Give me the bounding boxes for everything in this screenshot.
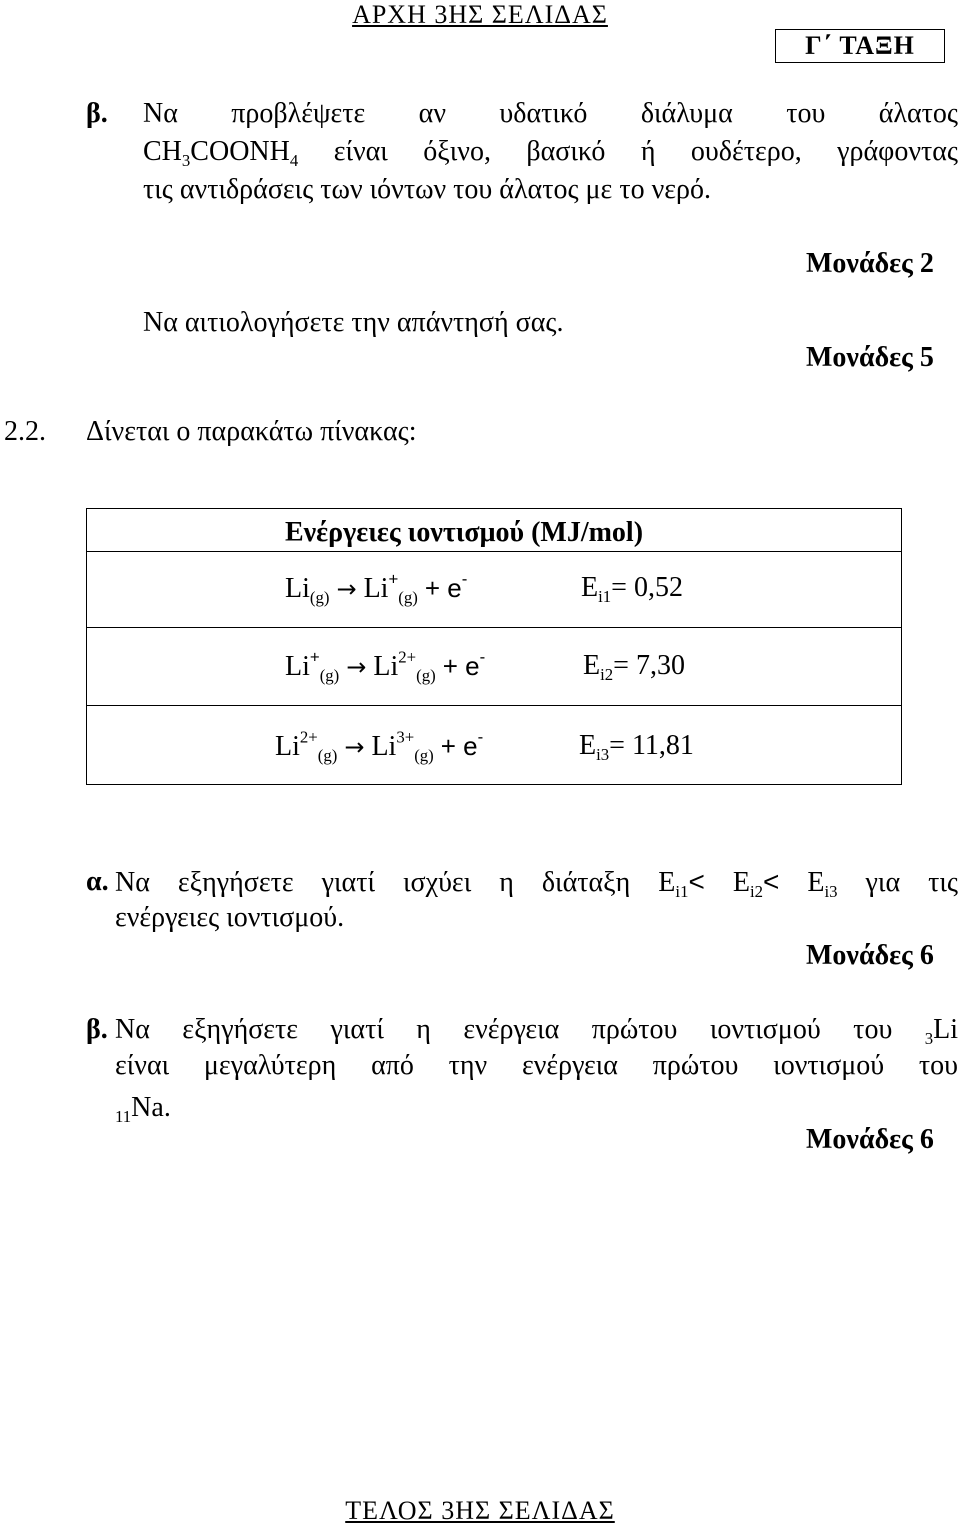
reaction-2: $Li^+_{(g)} \to Li^{2+}_{(g)} + e^-$ xyxy=(285,647,486,685)
reaction-1: $Li_{(g)} \to Li^+_{(g)} + e^-$ xyxy=(285,569,468,607)
lithium-symbol: $_3$Li xyxy=(924,1014,959,1048)
question-beta-label: β. xyxy=(86,98,108,129)
question-alpha-line1: Να εξηγήσετε γιατί ισχύει η διάταξη $E_{i1}< E_{i2}< E_{i3}$ για τις xyxy=(115,866,958,901)
points-2: Μονάδες 2 xyxy=(806,248,934,279)
ionization-energy-table xyxy=(86,508,902,785)
question-beta2-line1: Να εξηγήσετε γιατί η ενέργεια πρώτου ιοντισμού του $_3$Li xyxy=(115,1014,959,1048)
question-alpha-line2: ενέργειες ιοντισμού. xyxy=(115,902,345,933)
points-6-alpha: Μονάδες 6 xyxy=(806,940,934,971)
table-row-2 xyxy=(87,627,901,706)
section-intro: Δίνεται ο παρακάτω πίνακας: xyxy=(86,416,417,447)
sodium-symbol: $_{11}$Na. xyxy=(115,1092,171,1126)
points-6-beta: Μονάδες 6 xyxy=(806,1124,934,1155)
energy-1: $E_{i1}= 0,52$ xyxy=(581,572,683,606)
page-start-title: ΑΡΧΗ 3ΗΣ ΣΕΛΙΔΑΣ xyxy=(352,0,608,29)
justify-instruction: Να αιτιολογήσετε την απάντησή σας. xyxy=(143,307,564,338)
section-number: 2.2. xyxy=(4,416,46,447)
question-beta-line2: $CH_3COONH_4$ είναι όξινο, βασικό ή ουδέτερο, γράφοντας xyxy=(143,136,959,170)
energy-2: $E_{i2}= 7,30$ xyxy=(583,650,685,684)
page-end-title: ΤΕΛΟΣ 3ΗΣ ΣΕΛΙΔΑΣ xyxy=(345,1496,615,1525)
question-beta-line1: Να προβλέψετε αν υδατικό διάλυμα του άλατος xyxy=(143,98,958,129)
table-row-3 xyxy=(87,705,901,785)
reaction-3: $Li^{2+}_{(g)} \to Li^{3+}_{(g)} + e^-$ xyxy=(275,727,484,765)
table-title: Ενέργειες ιοντισμού (MJ/mol) xyxy=(285,517,644,548)
points-5: Μονάδες 5 xyxy=(806,342,934,373)
table-row-1 xyxy=(87,551,901,628)
class-label-box: Γ΄ ΤΑΞΗ xyxy=(775,29,945,63)
formula-ch3coonh4: $CH_3COONH_4$ xyxy=(143,136,299,170)
question-beta2-line2: είναι μεγαλύτερη από την ενέργεια πρώτου ιοντισμού του xyxy=(115,1050,958,1081)
energy-3: $E_{i3}= 11,81$ xyxy=(579,730,694,764)
question-beta-line3: τις αντιδράσεις των ιόντων του άλατος με το νερό. xyxy=(143,174,711,205)
question-beta2-label: β. xyxy=(86,1014,108,1045)
question-alpha-label: α. xyxy=(86,866,109,897)
